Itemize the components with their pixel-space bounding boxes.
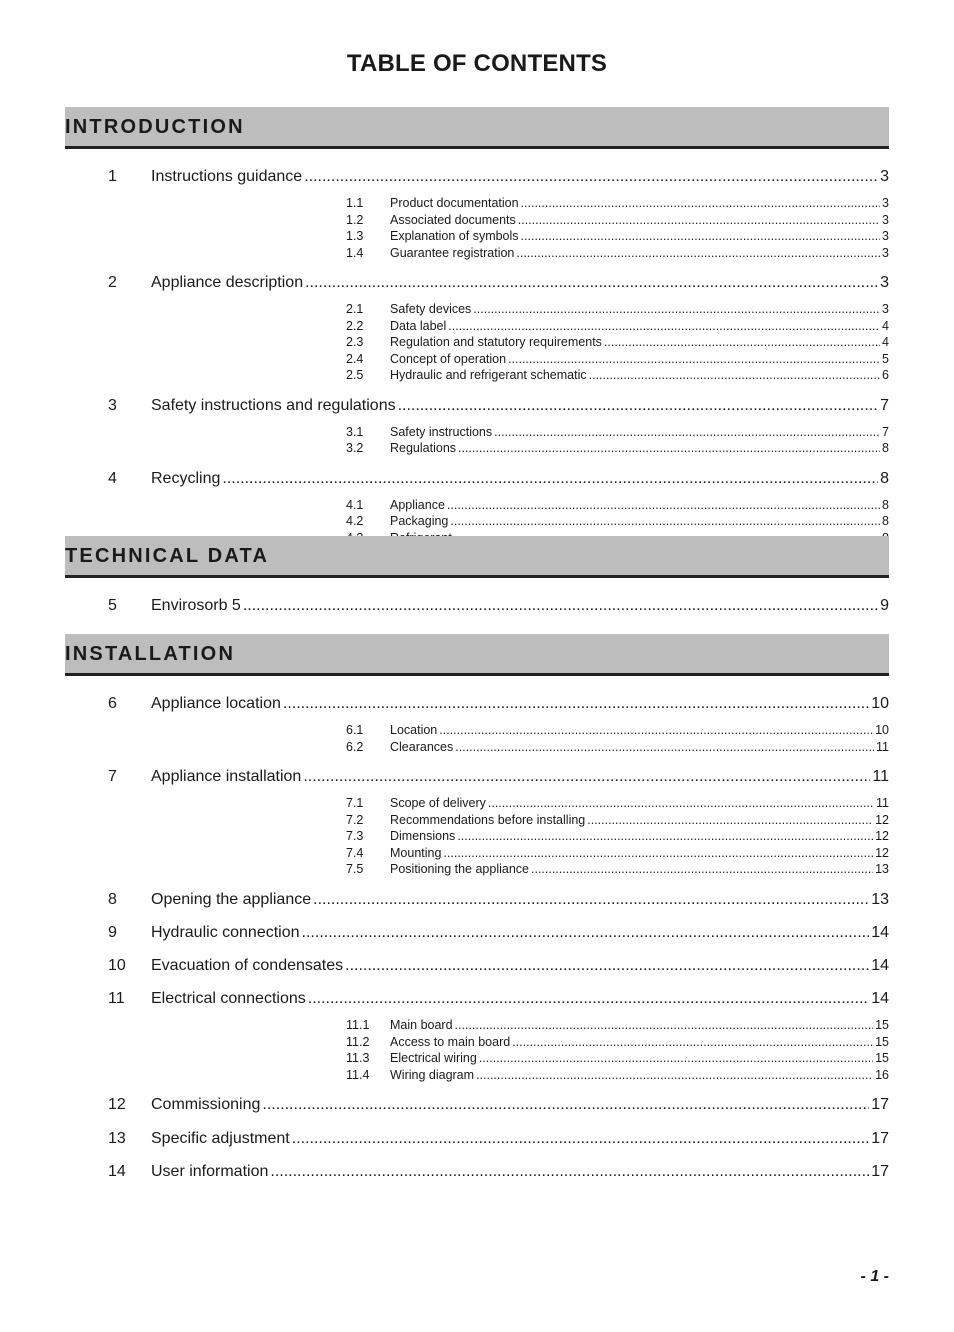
entry-title: Envirosorb 5: [151, 597, 241, 614]
entry-title: Appliance installation: [151, 768, 302, 785]
toc-subentry[interactable]: [346, 300, 889, 316]
toc-entry[interactable]: [108, 1126, 889, 1148]
subentry-number: 2.3: [346, 335, 364, 349]
toc-subentry[interactable]: [346, 721, 889, 737]
toc-subentry[interactable]: [346, 244, 889, 260]
entry-page: 17: [871, 1129, 889, 1147]
entry-title: Electrical connections: [151, 990, 306, 1008]
leader-dots: [518, 213, 880, 227]
toc-subentry[interactable]: [346, 738, 889, 754]
toc-entry[interactable]: [108, 764, 889, 786]
toc-entry[interactable]: [108, 164, 889, 186]
subentry-number: 11.3: [346, 1051, 370, 1066]
toc-entry[interactable]: [108, 393, 889, 415]
entry-page: 14: [871, 957, 889, 975]
entry-title: Opening the appliance: [151, 890, 312, 908]
leader-dots: [270, 1163, 869, 1181]
section-heading-bar: [65, 107, 889, 149]
section-heading: TECHNICAL DATA: [65, 545, 270, 567]
toc-entry[interactable]: [108, 953, 889, 975]
leader-dots: [473, 302, 880, 316]
entry-number: 6: [108, 695, 117, 712]
leader-dots: [508, 352, 880, 366]
section-heading: INTRODUCTION: [65, 116, 245, 138]
toc-entry[interactable]: [108, 691, 889, 713]
subentry-number: 2.2: [346, 318, 364, 333]
leader-dots: [488, 796, 874, 810]
leader-dots: [305, 274, 878, 292]
toc-subentry[interactable]: [346, 366, 889, 382]
subentry-page: 15: [875, 1051, 889, 1066]
subentry-page: 8: [882, 441, 889, 455]
subentry-title: Associated documents: [390, 212, 516, 227]
subentry-number: 7.5: [346, 862, 364, 876]
entry-title: Hydraulic connection: [151, 923, 300, 941]
toc-entry[interactable]: [108, 1159, 889, 1181]
subentry-page: 12: [875, 812, 889, 827]
leader-dots: [308, 990, 869, 1008]
subentry-page: 8: [882, 497, 889, 512]
page-number: - 1 -: [860, 1268, 889, 1285]
leader-dots: [222, 470, 878, 488]
leader-dots: [243, 597, 878, 615]
leader-dots: [479, 1051, 873, 1065]
subentry-page: 11: [876, 739, 889, 754]
toc-subentry[interactable]: [346, 860, 889, 876]
toc-subentry[interactable]: [346, 350, 889, 366]
subentry-title: Product documentation: [390, 196, 519, 210]
entry-title: Commissioning: [151, 1096, 261, 1114]
subentry-title: Data label: [390, 318, 447, 333]
toc-entry[interactable]: [108, 887, 889, 909]
toc-entry[interactable]: [108, 986, 889, 1008]
leader-dots: [531, 862, 873, 876]
entry-page: 9: [880, 597, 889, 614]
subentry-page: 12: [875, 829, 889, 843]
entry-number: 12: [108, 1096, 126, 1114]
subentry-title: Hydraulic and refrigerant schematic: [390, 368, 587, 382]
toc-subentry[interactable]: [346, 794, 889, 810]
entry-page: 14: [871, 923, 889, 941]
subentry-page: 4: [882, 335, 889, 349]
leader-dots: [512, 1035, 873, 1049]
subentry-page: 3: [882, 245, 889, 260]
subentry-title: Clearances: [390, 739, 454, 754]
toc-subentry[interactable]: [346, 811, 889, 827]
toc-subentry[interactable]: [346, 1033, 889, 1049]
subentry-number: 1.4: [346, 245, 364, 260]
toc-subentry[interactable]: [346, 333, 889, 349]
entry-page: 3: [880, 274, 889, 291]
toc-subentry[interactable]: [346, 439, 889, 455]
entry-number: 2: [108, 274, 117, 291]
subentry-title: Positioning the appliance: [390, 862, 529, 876]
subentry-page: 10: [875, 723, 889, 737]
entry-page: 14: [871, 990, 889, 1008]
entry-page: 11: [872, 768, 889, 785]
subentry-number: 2.4: [346, 351, 364, 366]
subentry-number: 1.2: [346, 212, 364, 227]
toc-subentry[interactable]: [346, 496, 889, 512]
subentry-number: 7.2: [346, 812, 364, 827]
section-heading-bar: [65, 536, 889, 578]
leader-dots: [262, 1096, 869, 1114]
subentry-number: 4.2: [346, 514, 364, 528]
subentry-number: 2.5: [346, 368, 364, 382]
leader-dots: [476, 1068, 873, 1082]
subentry-number: 11.2: [346, 1034, 370, 1049]
leader-dots: [521, 229, 881, 243]
toc-subentry[interactable]: [346, 423, 889, 439]
entry-page: 7: [880, 396, 889, 414]
subentry-page: 3: [882, 229, 889, 243]
entry-number: 9: [108, 923, 117, 941]
subentry-number: 6.1: [346, 723, 364, 737]
toc-subentry[interactable]: [346, 1066, 889, 1082]
subentry-number: 3.1: [346, 424, 364, 439]
entry-number: 7: [108, 768, 117, 785]
subentry-title: Safety instructions: [390, 424, 493, 439]
entry-page: 13: [871, 890, 889, 908]
subentry-page: 16: [875, 1067, 889, 1082]
subentry-number: 7.4: [346, 845, 364, 860]
subentry-title: Regulation and statutory requirements: [390, 335, 602, 349]
subentry-number: 7.1: [346, 796, 364, 810]
subentry-page: 3: [882, 196, 889, 210]
toc-entry[interactable]: [108, 593, 889, 615]
subentry-page: 7: [882, 424, 889, 439]
leader-dots: [589, 368, 880, 382]
subentry-number: 1.3: [346, 229, 364, 243]
subentry-title: Regulations: [390, 441, 457, 455]
section-heading-bar: [65, 634, 889, 676]
toc-entry[interactable]: [108, 1092, 889, 1114]
leader-dots: [455, 1018, 874, 1032]
entry-number: 14: [108, 1163, 126, 1180]
subentry-title: Main board: [390, 1018, 453, 1033]
leader-dots: [398, 397, 879, 415]
entry-page: 3: [880, 168, 889, 185]
subentry-title: Guarantee registration: [390, 245, 515, 260]
leader-dots: [439, 723, 873, 737]
subentry-title: Scope of delivery: [390, 796, 486, 810]
entry-page: 17: [871, 1096, 889, 1114]
entry-page: 10: [871, 695, 889, 712]
leader-dots: [304, 168, 878, 186]
subentry-title: Safety devices: [390, 302, 472, 316]
entry-number: 1: [108, 168, 117, 185]
entry-number: 8: [108, 890, 117, 908]
entry-title: Appliance description: [151, 274, 304, 291]
subentry-page: 5: [882, 351, 889, 366]
leader-dots: [521, 196, 880, 210]
subentry-page: 15: [875, 1018, 889, 1033]
entry-title: Recycling: [151, 469, 221, 487]
entry-title: Safety instructions and regulations: [151, 396, 396, 414]
leader-dots: [303, 768, 870, 786]
subentry-title: Wiring diagram: [390, 1067, 475, 1082]
entry-number: 4: [108, 469, 117, 487]
leader-dots: [443, 846, 873, 860]
subentry-page: 3: [882, 212, 889, 227]
subentry-page: 13: [875, 862, 889, 876]
leader-dots: [447, 498, 880, 512]
subentry-title: Access to main board: [390, 1034, 511, 1049]
leader-dots: [302, 924, 870, 942]
leader-dots: [345, 957, 869, 975]
entry-page: 17: [871, 1163, 889, 1180]
leader-dots: [587, 813, 873, 827]
entry-number: 3: [108, 396, 117, 414]
entry-number: 5: [108, 597, 117, 614]
entry-title: User information: [151, 1163, 269, 1180]
toc-subentry[interactable]: [346, 512, 889, 528]
entry-title: Evacuation of condensates: [151, 957, 344, 975]
subentry-page: 6: [882, 368, 889, 382]
leader-dots: [448, 319, 880, 333]
subentry-page: 11: [876, 796, 889, 810]
leader-dots: [494, 425, 880, 439]
toc-subentry[interactable]: [346, 1016, 889, 1032]
subentry-title: Appliance: [390, 497, 445, 512]
subentry-page: 8: [882, 514, 889, 528]
leader-dots: [458, 441, 880, 455]
subentry-number: 7.3: [346, 829, 364, 843]
subentry-number: 11.1: [346, 1018, 370, 1033]
subentry-number: 4.1: [346, 497, 364, 512]
subentry-title: Location: [390, 723, 438, 737]
leader-dots: [516, 246, 880, 260]
toc-entry[interactable]: [108, 270, 889, 292]
entry-number: 10: [108, 957, 126, 975]
subentry-title: Explanation of symbols: [390, 229, 519, 243]
entry-title: Specific adjustment: [151, 1129, 290, 1147]
entry-page: 8: [880, 469, 889, 487]
subentry-number: 2.1: [346, 302, 364, 316]
subentry-title: Electrical wiring: [390, 1051, 477, 1066]
subentry-title: Mounting: [390, 845, 442, 860]
toc-subentry[interactable]: [346, 317, 889, 333]
subentry-number: 1.1: [346, 196, 364, 210]
subentry-page: 3: [882, 302, 889, 316]
toc-subentry[interactable]: [346, 1049, 889, 1065]
subentry-page: 12: [875, 845, 889, 860]
toc-subentry[interactable]: [346, 227, 889, 243]
toc-entry[interactable]: [108, 920, 889, 942]
leader-dots: [457, 829, 873, 843]
subentry-page: 15: [875, 1034, 889, 1049]
leader-dots: [283, 695, 869, 713]
toc-entry[interactable]: [108, 466, 889, 488]
section-heading: INSTALLATION: [65, 643, 236, 665]
leader-dots: [292, 1130, 869, 1148]
leader-dots: [604, 335, 880, 349]
subentry-title: Concept of operation: [390, 351, 507, 366]
toc-subentry[interactable]: [346, 844, 889, 860]
toc-subentry[interactable]: [346, 194, 889, 210]
subentry-title: Dimensions: [390, 829, 456, 843]
toc-subentry[interactable]: [346, 827, 889, 843]
page-title: TABLE OF CONTENTS: [346, 50, 608, 77]
leader-dots: [313, 891, 869, 909]
subentry-number: 11.4: [346, 1067, 370, 1082]
leader-dots: [450, 514, 880, 528]
entry-title: Instructions guidance: [151, 168, 303, 185]
entry-title: Appliance location: [151, 695, 281, 712]
subentry-title: Packaging: [390, 514, 449, 528]
entry-number: 13: [108, 1129, 126, 1147]
subentry-number: 3.2: [346, 441, 364, 455]
toc-subentry[interactable]: [346, 211, 889, 227]
subentry-title: Recommendations before installing: [390, 812, 586, 827]
subentry-number: 6.2: [346, 739, 364, 754]
leader-dots: [455, 740, 874, 754]
entry-number: 11: [108, 990, 125, 1008]
subentry-page: 4: [882, 318, 889, 333]
